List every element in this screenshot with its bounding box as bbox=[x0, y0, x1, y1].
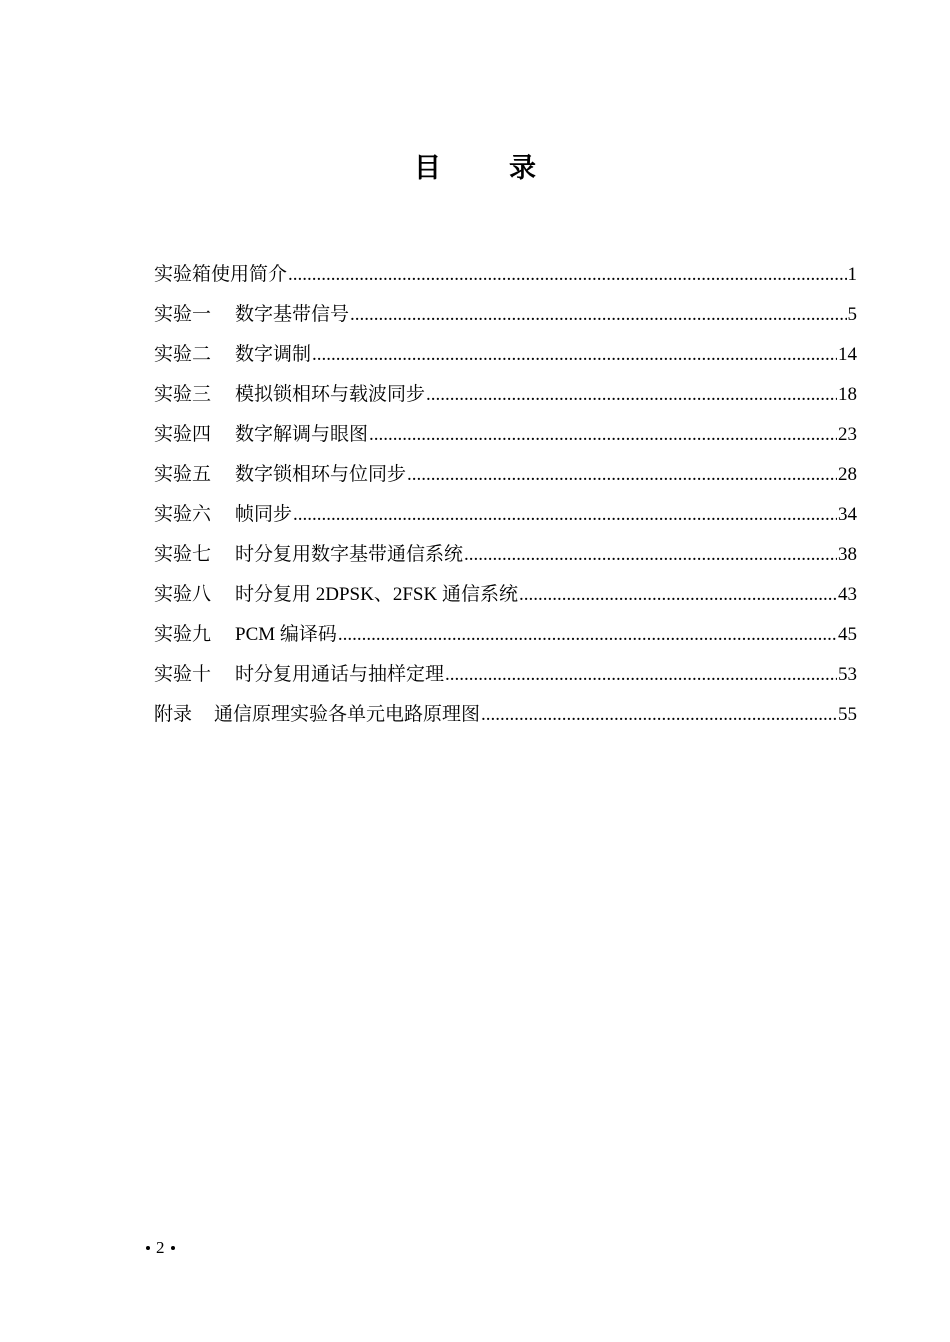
toc-leader-dots bbox=[312, 340, 837, 370]
toc-entry-6[interactable] bbox=[154, 500, 857, 540]
toc-entry-appendix[interactable] bbox=[154, 700, 857, 740]
toc-leader-dots bbox=[338, 620, 837, 650]
toc-page-number: 18 bbox=[838, 384, 857, 405]
page-title-char-2: 录 bbox=[509, 153, 536, 184]
toc-entry-number: 实验七 bbox=[154, 544, 212, 565]
toc-leader-dots bbox=[350, 300, 846, 330]
toc-entry-title: 数字基带信号 bbox=[235, 304, 350, 325]
toc-entry-title: 通信原理实验各单元电路原理图 bbox=[214, 704, 481, 725]
toc-entry-10[interactable] bbox=[154, 660, 857, 700]
toc-entry-number: 实验十 bbox=[154, 664, 212, 685]
toc-page-number: 28 bbox=[838, 464, 857, 485]
toc-leader-dots bbox=[464, 540, 837, 570]
toc-entry-title: 数字解调与眼图 bbox=[235, 424, 369, 445]
toc-page-number: 1 bbox=[847, 264, 857, 285]
toc-leader-dots bbox=[407, 460, 837, 490]
toc-entry-number: 实验二 bbox=[154, 344, 212, 365]
toc-entry-title: 数字锁相环与位同步 bbox=[235, 464, 407, 485]
toc-entry-8[interactable] bbox=[154, 580, 857, 620]
toc-entry-3[interactable] bbox=[154, 380, 857, 420]
toc-entry-5[interactable] bbox=[154, 460, 857, 500]
toc-entry-9[interactable] bbox=[154, 620, 857, 660]
toc-page-number: 55 bbox=[838, 704, 857, 725]
toc-entry-number: 实验三 bbox=[154, 384, 212, 405]
toc-entry-number: 附录 bbox=[154, 704, 193, 725]
toc-entry-title: 模拟锁相环与载波同步 bbox=[235, 384, 426, 405]
toc-entry-title: 时分复用通话与抽样定理 bbox=[235, 664, 445, 685]
toc-entry-number: 实验八 bbox=[154, 584, 212, 605]
toc-page-number: 38 bbox=[838, 544, 857, 565]
toc-entry-title: PCM 编译码 bbox=[235, 624, 337, 645]
page-footer bbox=[140, 1238, 181, 1258]
toc-entry-1[interactable] bbox=[154, 300, 857, 340]
toc-entry-number: 实验一 bbox=[154, 304, 212, 325]
toc-page-number: 45 bbox=[838, 624, 857, 645]
page-title bbox=[0, 146, 950, 185]
toc-leader-dots bbox=[426, 380, 837, 410]
table-of-contents bbox=[154, 260, 857, 740]
toc-entry-intro[interactable] bbox=[154, 260, 857, 300]
toc-entry-number: 实验九 bbox=[154, 624, 212, 645]
toc-entry-title: 时分复用 2DPSK、2FSK 通信系统 bbox=[235, 584, 518, 605]
toc-page-number: 53 bbox=[838, 664, 857, 685]
toc-page-number: 14 bbox=[838, 344, 857, 365]
bullet-dot-icon bbox=[146, 1246, 150, 1250]
toc-page-number: 43 bbox=[838, 584, 857, 605]
toc-entry-title: 数字调制 bbox=[235, 344, 312, 365]
toc-entry-7[interactable] bbox=[154, 540, 857, 580]
toc-leader-dots bbox=[293, 500, 837, 530]
toc-entry-2[interactable] bbox=[154, 340, 857, 380]
toc-entry-4[interactable] bbox=[154, 420, 857, 460]
toc-leader-dots bbox=[481, 700, 837, 730]
toc-entry-title: 时分复用数字基带通信系统 bbox=[235, 544, 464, 565]
toc-entry-title: 帧同步 bbox=[235, 504, 293, 525]
toc-leader-dots bbox=[445, 660, 837, 690]
toc-page-number: 5 bbox=[847, 304, 857, 325]
page-number: 2 bbox=[156, 1238, 165, 1257]
toc-entry-number: 实验五 bbox=[154, 464, 212, 485]
toc-leader-dots bbox=[369, 420, 837, 450]
toc-entry-number: 实验六 bbox=[154, 504, 212, 525]
toc-page-number: 34 bbox=[838, 504, 857, 525]
page-title-char-1: 目 bbox=[414, 153, 441, 184]
toc-leader-dots bbox=[519, 580, 837, 610]
toc-entry-label: 实验箱使用简介 bbox=[154, 264, 288, 285]
bullet-dot-icon bbox=[171, 1246, 175, 1250]
toc-entry-number: 实验四 bbox=[154, 424, 212, 445]
toc-leader-dots bbox=[288, 260, 846, 290]
toc-page-number: 23 bbox=[838, 424, 857, 445]
